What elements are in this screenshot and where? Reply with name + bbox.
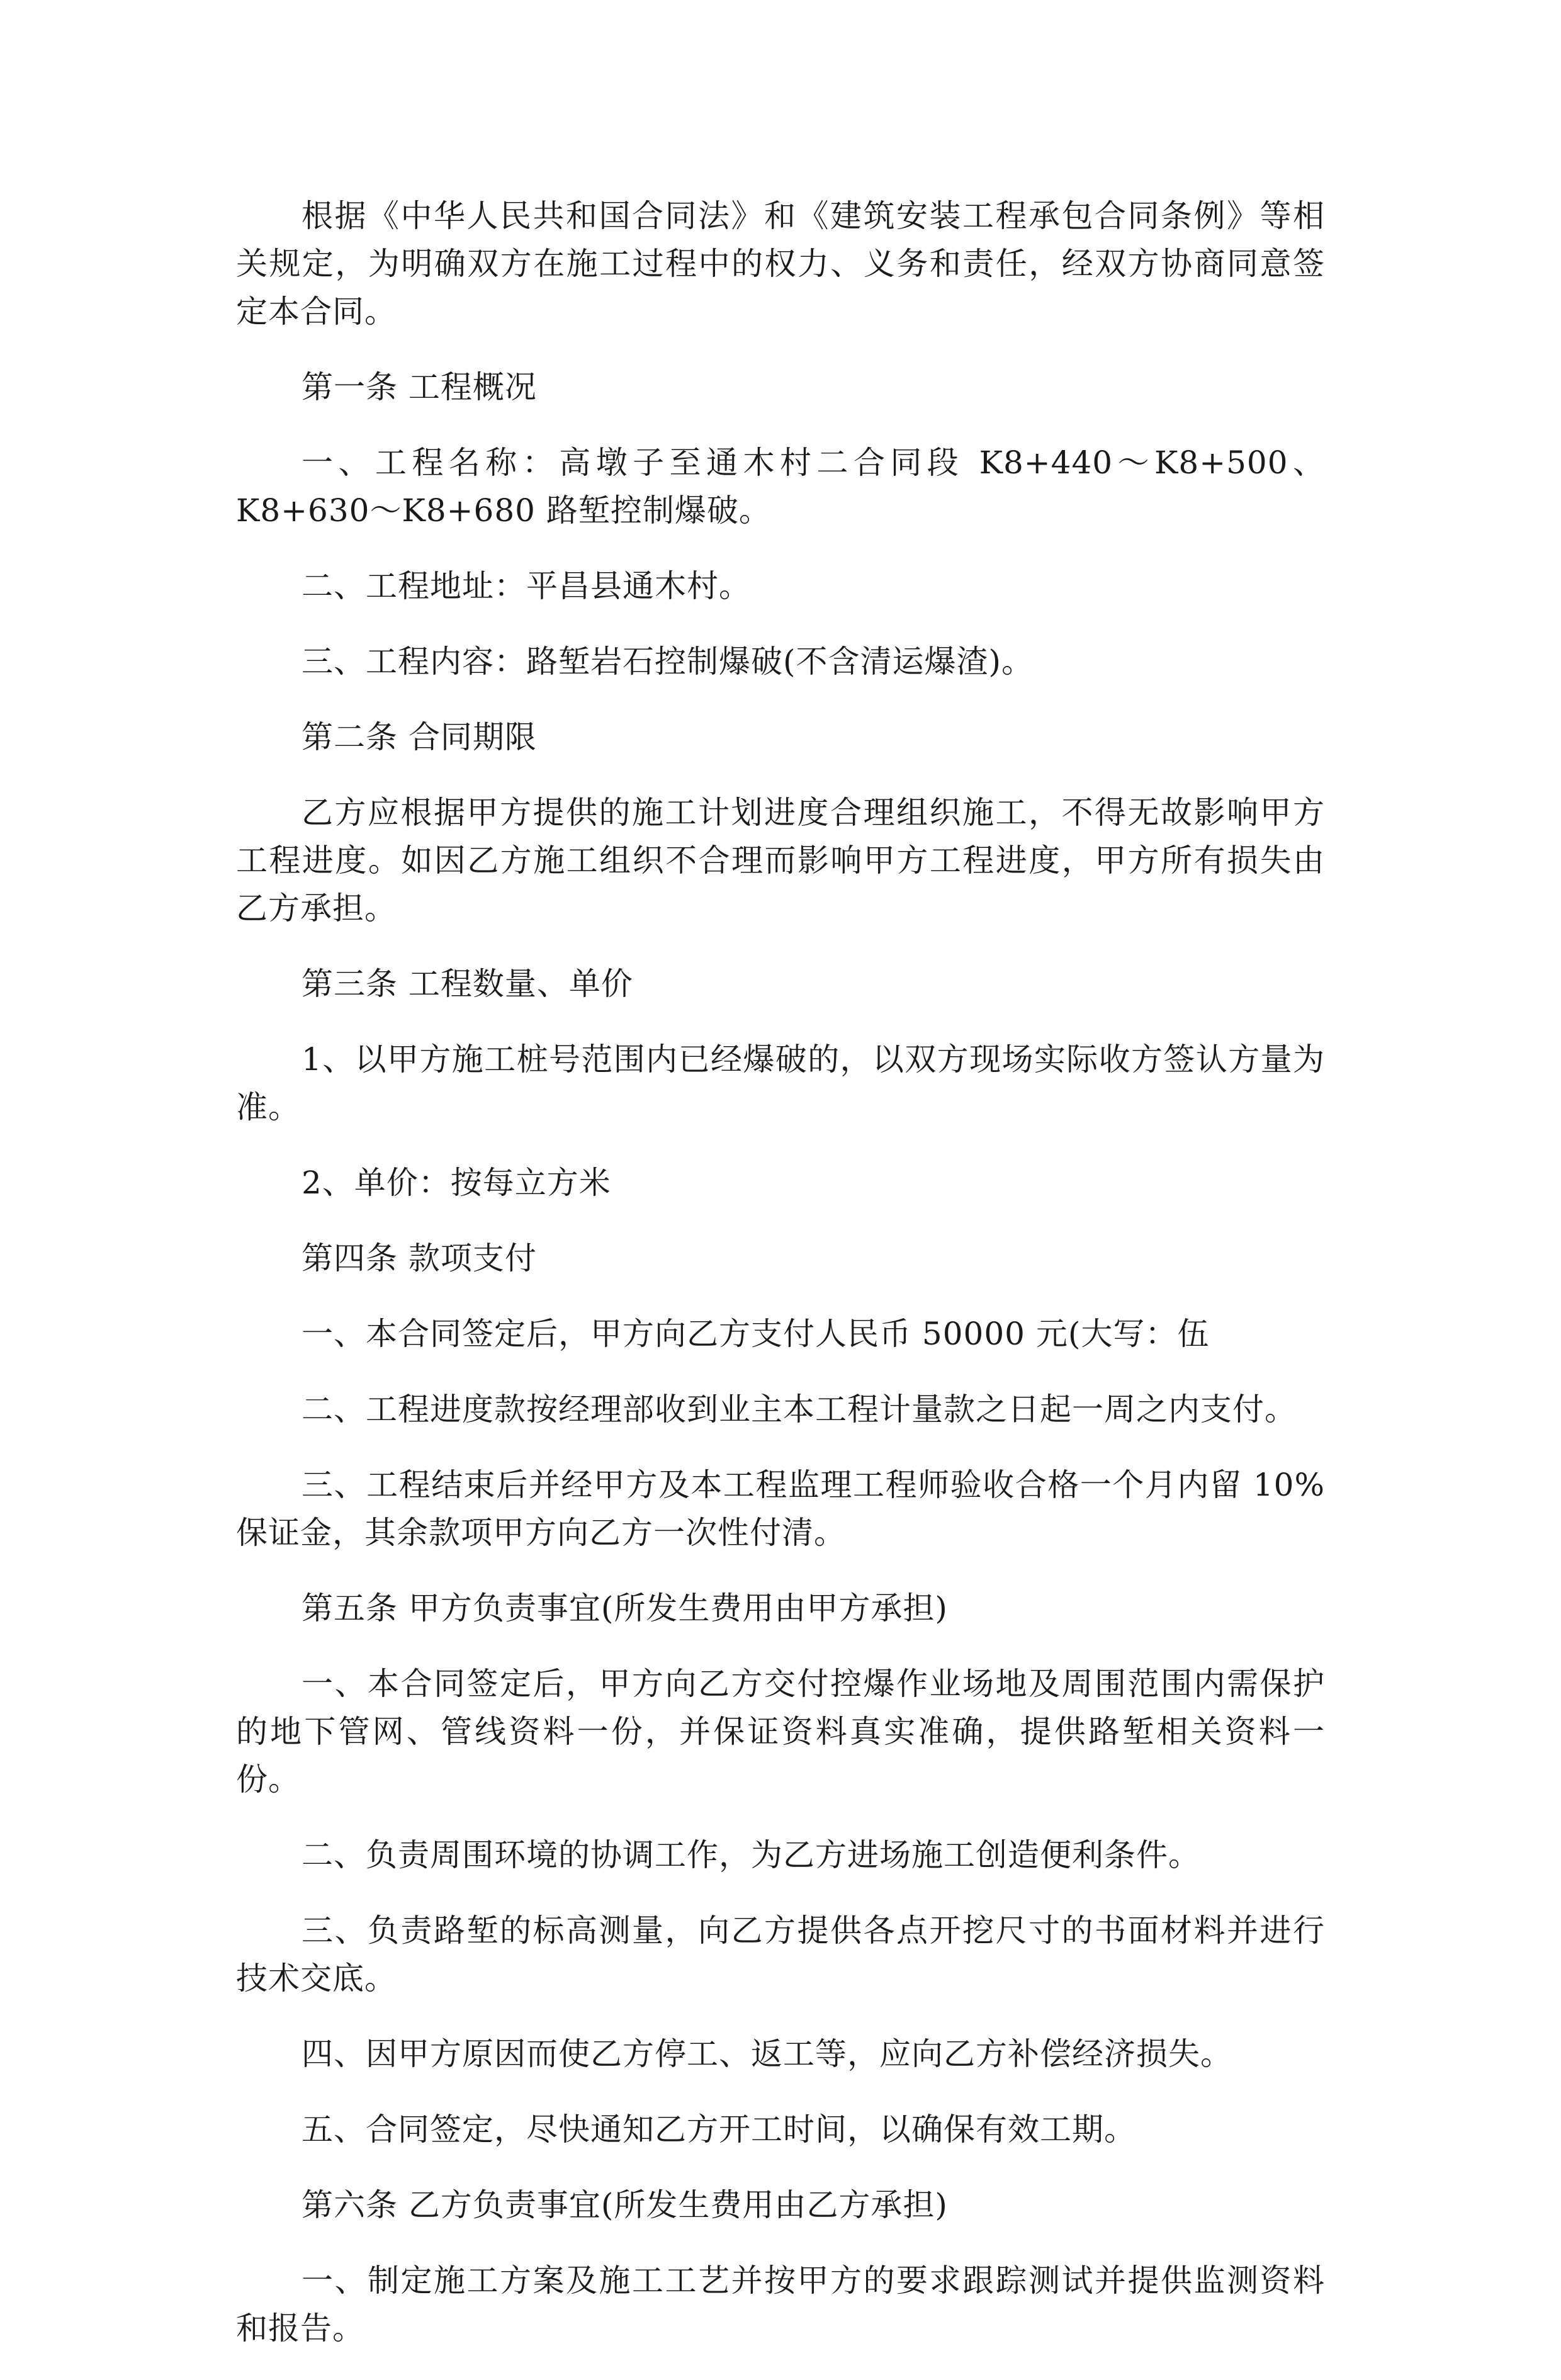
paragraph-payment-progress: 二、工程进度款按经理部收到业主本工程计量款之日起一周之内支付。 [301,1391,1297,1428]
paragraph-project-name: 一、工程名称：高墩子至通木村二合同段 K8+440～K8+500、K8+630～K8+680 路堑控制爆破。 [236,444,1325,529]
article-3-heading: 第三条 工程数量、单价 [301,966,633,1002]
article-4-heading: 第四条 款项支付 [301,1240,537,1277]
paragraph-payment-advance: 一、本合同签定后，甲方向乙方支付人民币 50000 元(大写：伍 [301,1316,1210,1352]
paragraph-party-a-duty-2: 二、负责周围环境的协调工作，为乙方进场施工创造便利条件。 [301,1837,1200,1873]
article-2-heading: 第二条 合同期限 [301,719,537,755]
paragraph-project-content: 三、工程内容：路堑岩石控制爆破(不含清运爆渣)。 [301,643,1034,680]
paragraph-party-b-duty-1: 一、制定施工方案及施工工艺并按甲方的要求跟踪测试并提供监测资料和报告。 [236,2262,1325,2347]
paragraph-contract-term: 乙方应根据甲方提供的施工计划进度合理组织施工，不得无故影响甲方工程进度。如因乙方施工组织不合理而影响甲方工程进度，甲方所有损失由乙方承担。 [236,794,1325,927]
paragraph-preamble: 根据《中华人民共和国合同法》和《建筑安装工程承包合同条例》等相关规定，为明确双方在施工过程中的权力、义务和责任，经双方协商同意签定本合同。 [236,198,1325,330]
paragraph-payment-final: 三、工程结束后并经甲方及本工程监理工程师验收合格一个月内留 10%保证金，其余款项甲方向乙方一次性付清。 [236,1467,1325,1551]
paragraph-party-a-duty-1: 一、本合同签定后，甲方向乙方交付控爆作业场地及周围范围内需保护的地下管网、管线资料一份，并保证资料真实准确，提供路堑相关资料一份。 [236,1666,1325,1798]
article-1-heading: 第一条 工程概况 [301,369,537,405]
paragraph-party-a-duty-3: 三、负责路堑的标高测量，向乙方提供各点开挖尺寸的书面材料并进行技术交底。 [236,1912,1325,1997]
article-6-heading: 第六条 乙方负责事宜(所发生费用由乙方承担) [301,2187,948,2223]
document-body [236,192,1325,2380]
paragraph-quantity: 1、以甲方施工桩号范围内已经爆破的，以双方现场实际收方签认方量为准。 [236,1041,1325,1125]
paragraph-unit-price: 2、单价：按每立方米 [301,1165,611,1201]
paragraph-party-a-duty-5: 五、合同签定，尽快通知乙方开工时间，以确保有效工期。 [301,2111,1136,2148]
paragraph-party-a-duty-4: 四、因甲方原因而使乙方停工、返工等，应向乙方补偿经济损失。 [301,2036,1232,2072]
article-5-heading: 第五条 甲方负责事宜(所发生费用由甲方承担) [301,1590,948,1627]
paragraph-project-address: 二、工程地址：平昌县通木村。 [301,568,751,604]
